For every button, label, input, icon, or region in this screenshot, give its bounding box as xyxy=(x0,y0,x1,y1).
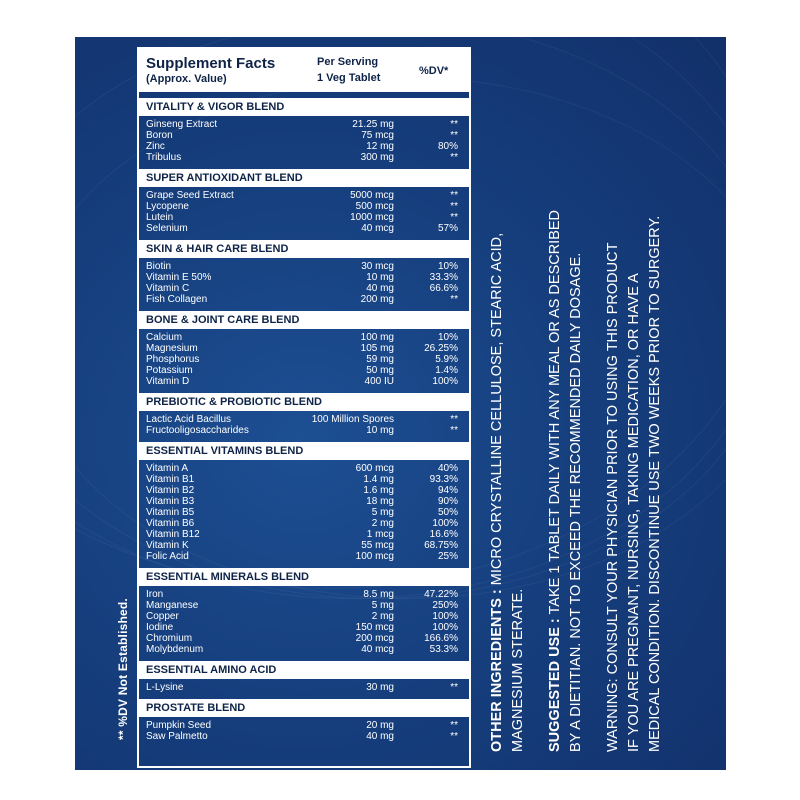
nutrient-row xyxy=(139,425,469,436)
nutrient-name: L-Lysine xyxy=(146,682,184,693)
section-title: PREBIOTIC & PROBIOTIC BLEND xyxy=(139,393,469,411)
nutrient-dv: 166.6% xyxy=(424,633,458,644)
nutrient-amount: 1 mcg xyxy=(366,529,394,540)
other-ingredients-text: OTHER INGREDIENTS : MICRO CRYSTALLINE CELLULOSE, STEARIC ACID, MAGNESIUM STERATE. xyxy=(489,232,526,752)
nutrient-amount: 40 mg xyxy=(366,731,394,742)
nutrient-dv: 40% xyxy=(437,463,458,474)
suggested-use-text: SUGGESTED USE : TAKE 1 TABLET DAILY WITH ANY MEAL OR AS DESCRIBED BY A DIETITIAN. NOT TO EXCEED THE RECOMMENDED DAILY DOSAGE. xyxy=(547,209,584,752)
nutrient-row xyxy=(139,731,469,742)
nutrient-dv: 93.3% xyxy=(429,474,458,485)
nutrient-dv: ** xyxy=(450,201,458,212)
nutrient-amount: 300 mg xyxy=(360,152,394,163)
nutrient-row xyxy=(139,141,469,152)
nutrient-name: Vitamin A xyxy=(146,463,189,474)
nutrient-amount: 100 mg xyxy=(360,332,394,343)
nutrient-name: Potassium xyxy=(146,365,193,376)
section-title: BONE & JOINT CARE BLEND xyxy=(139,311,469,329)
nutrient-name: Fructooligosaccharides xyxy=(146,425,249,436)
nutrient-amount: 30 mcg xyxy=(361,261,394,272)
nutrient-name: Biotin xyxy=(146,261,172,272)
nutrient-amount: 50 mg xyxy=(366,365,394,376)
nutrient-row xyxy=(139,283,469,294)
nutrient-dv: 10% xyxy=(437,332,458,343)
facts-title: Supplement Facts xyxy=(146,55,276,72)
nutrient-row xyxy=(139,294,469,305)
section-title: SKIN & HAIR CARE BLEND xyxy=(139,240,469,258)
nutrient-name: Vitamin B3 xyxy=(146,496,195,507)
nutrient-name: Iodine xyxy=(146,622,174,633)
nutrient-dv: 16.6% xyxy=(429,529,458,540)
nutrient-row xyxy=(139,720,469,731)
nutrient-amount: 1.4 mg xyxy=(363,474,394,485)
nutrient-dv: 47.22% xyxy=(424,589,458,600)
nutrient-row xyxy=(139,682,469,693)
nutrient-row xyxy=(139,376,469,387)
nutrient-dv: 100% xyxy=(432,611,458,622)
nutrient-amount: 10 mg xyxy=(366,425,394,436)
nutrient-dv: 80% xyxy=(437,141,458,152)
nutrient-dv: 66.6% xyxy=(429,283,458,294)
nutrient-name: Iron xyxy=(146,589,164,600)
nutrient-name: Grape Seed Extract xyxy=(146,190,234,201)
nutrient-dv: ** xyxy=(450,294,458,305)
nutrient-amount: 2 mg xyxy=(371,611,394,622)
nutrient-name: Vitamin E 50% xyxy=(146,272,212,283)
nutrient-name: Calcium xyxy=(146,332,183,343)
nutrient-name: Molybdenum xyxy=(146,644,204,655)
nutrient-dv: 57% xyxy=(437,223,458,234)
nutrient-dv: ** xyxy=(450,190,458,201)
nutrient-amount: 40 mcg xyxy=(361,644,394,655)
nutrient-name: Lycopene xyxy=(146,201,189,212)
nutrient-name: Ginseng Extract xyxy=(146,119,218,130)
nutrient-dv: ** xyxy=(450,720,458,731)
nutrient-name: Pumpkin Seed xyxy=(146,720,212,731)
nutrient-name: Fish Collagen xyxy=(146,294,208,305)
nutrient-dv: 5.9% xyxy=(435,354,458,365)
nutrient-dv: 90% xyxy=(437,496,458,507)
supplement-facts-table xyxy=(137,47,471,768)
nutrient-row xyxy=(139,414,469,425)
nutrient-row xyxy=(139,365,469,376)
nutrient-row xyxy=(139,332,469,343)
dv-footnote: ** %DV Not Established. xyxy=(116,598,130,740)
nutrient-name: Vitamin D xyxy=(146,376,190,387)
nutrient-dv: 25% xyxy=(437,551,458,562)
nutrient-name: Manganese xyxy=(146,600,199,611)
section-title: ESSENTIAL MINERALS BLEND xyxy=(139,568,469,586)
nutrient-amount: 8.5 mg xyxy=(363,589,394,600)
warning-text: WARNING: CONSULT YOUR PHYSICIAN PRIOR TO USING THIS PRODUCT IF YOU ARE PREGNANT, NURSING, TAKING MEDICATION, OR HAVE A MEDICAL CONDITION. DISCONTINUE USE TWO WEEKS PRIOR TO SURGERY. xyxy=(605,215,663,752)
nutrient-dv: 100% xyxy=(432,376,458,387)
nutrient-amount: 200 mg xyxy=(360,294,394,305)
nutrient-dv: ** xyxy=(450,731,458,742)
nutrient-dv: 250% xyxy=(432,600,458,611)
nutrient-dv: 100% xyxy=(432,518,458,529)
nutrient-dv: 33.3% xyxy=(429,272,458,283)
nutrient-amount: 100 Million Spores xyxy=(311,414,394,425)
nutrient-row xyxy=(139,485,469,496)
nutrient-amount: 1.6 mg xyxy=(363,485,394,496)
section-title: PROSTATE BLEND xyxy=(139,699,469,717)
nutrient-row xyxy=(139,261,469,272)
section-title: SUPER ANTIOXIDANT BLEND xyxy=(139,169,469,187)
nutrient-row xyxy=(139,633,469,644)
nutrient-dv: 53.3% xyxy=(429,644,458,655)
nutrient-row xyxy=(139,622,469,633)
nutrient-row xyxy=(139,518,469,529)
nutrient-amount: 600 mcg xyxy=(355,463,394,474)
nutrient-amount: 400 IU xyxy=(364,376,394,387)
nutrient-row xyxy=(139,272,469,283)
nutrient-amount: 12 mg xyxy=(366,141,394,152)
nutrient-amount: 40 mg xyxy=(366,283,394,294)
nutrient-dv: ** xyxy=(450,682,458,693)
nutrient-dv: ** xyxy=(450,212,458,223)
nutrient-amount: 200 mcg xyxy=(355,633,394,644)
nutrient-amount: 59 mg xyxy=(366,354,394,365)
nutrient-dv: 1.4% xyxy=(435,365,458,376)
nutrient-name: Boron xyxy=(146,130,173,141)
nutrient-amount: 18 mg xyxy=(366,496,394,507)
nutrient-amount: 1000 mcg xyxy=(350,212,394,223)
nutrient-row xyxy=(139,589,469,600)
nutrient-name: Vitamin K xyxy=(146,540,189,551)
nutrient-row xyxy=(139,354,469,365)
nutrient-dv: 50% xyxy=(437,507,458,518)
nutrient-row xyxy=(139,119,469,130)
nutrient-row xyxy=(139,540,469,551)
nutrient-dv: 94% xyxy=(437,485,458,496)
nutrient-name: Vitamin B2 xyxy=(146,485,195,496)
nutrient-amount: 5 mg xyxy=(371,507,394,518)
nutrient-name: Vitamin B6 xyxy=(146,518,195,529)
nutrient-row xyxy=(139,507,469,518)
nutrient-name: Chromium xyxy=(146,633,193,644)
nutrient-dv: ** xyxy=(450,130,458,141)
nutrient-amount: 100 mcg xyxy=(355,551,394,562)
section-title: ESSENTIAL VITAMINS BLEND xyxy=(139,442,469,460)
nutrient-name: Lutein xyxy=(146,212,174,223)
nutrient-row xyxy=(139,474,469,485)
nutrient-amount: 2 mg xyxy=(371,518,394,529)
nutrient-amount: 30 mg xyxy=(366,682,394,693)
nutrient-dv: ** xyxy=(450,152,458,163)
nutrient-amount: 150 mcg xyxy=(355,622,394,633)
nutrient-row xyxy=(139,644,469,655)
nutrient-row xyxy=(139,611,469,622)
nutrient-row xyxy=(139,201,469,212)
nutrient-amount: 5000 mcg xyxy=(350,190,394,201)
nutrient-amount: 55 mcg xyxy=(361,540,394,551)
nutrient-row xyxy=(139,212,469,223)
nutrient-row xyxy=(139,223,469,234)
nutrient-name: Vitamin B12 xyxy=(146,529,200,540)
nutrient-dv: 68.75% xyxy=(424,540,458,551)
nutrient-row xyxy=(139,463,469,474)
nutrient-name: Vitamin C xyxy=(146,283,190,294)
nutrient-amount: 20 mg xyxy=(366,720,394,731)
nutrient-name: Folic Acid xyxy=(146,551,189,562)
nutrient-amount: 5 mg xyxy=(371,600,394,611)
dv-header: %DV* xyxy=(419,65,449,77)
nutrient-amount: 75 mcg xyxy=(361,130,394,141)
nutrient-name: Magnesium xyxy=(146,343,198,354)
nutrient-amount: 10 mg xyxy=(366,272,394,283)
nutrient-name: Copper xyxy=(146,611,179,622)
nutrient-name: Vitamin B1 xyxy=(146,474,195,485)
nutrient-row xyxy=(139,529,469,540)
nutrient-row xyxy=(139,600,469,611)
nutrient-dv: ** xyxy=(450,414,458,425)
nutrient-dv: ** xyxy=(450,425,458,436)
nutrient-row xyxy=(139,343,469,354)
nutrient-row xyxy=(139,130,469,141)
nutrient-dv: 26.25% xyxy=(424,343,458,354)
nutrient-amount: 40 mcg xyxy=(361,223,394,234)
nutrient-amount: 21.25 mg xyxy=(352,119,394,130)
nutrient-dv: 100% xyxy=(432,622,458,633)
nutrient-name: Selenium xyxy=(146,223,188,234)
nutrient-dv: 10% xyxy=(437,261,458,272)
nutrient-amount: 500 mcg xyxy=(355,201,394,212)
nutrient-name: Phosphorus xyxy=(146,354,200,365)
nutrient-name: Zinc xyxy=(146,141,165,152)
nutrient-dv: ** xyxy=(450,119,458,130)
nutrient-row xyxy=(139,496,469,507)
nutrient-name: Vitamin B5 xyxy=(146,507,195,518)
nutrient-name: Tribulus xyxy=(146,152,182,163)
nutrient-name: Saw Palmetto xyxy=(146,731,208,742)
section-title: ESSENTIAL AMINO ACID xyxy=(139,661,469,679)
nutrient-row xyxy=(139,190,469,201)
nutrient-name: Lactic Acid Bacillus xyxy=(146,414,232,425)
nutrient-row xyxy=(139,152,469,163)
serving-size-label: 1 Veg Tablet xyxy=(317,72,381,84)
section-title: VITALITY & VIGOR BLEND xyxy=(139,98,469,116)
facts-subtitle: (Approx. Value) xyxy=(146,73,227,85)
per-serving-label: Per Serving xyxy=(317,56,379,68)
nutrient-amount: 105 mg xyxy=(360,343,394,354)
facts-header xyxy=(139,49,469,92)
nutrient-row xyxy=(139,551,469,562)
